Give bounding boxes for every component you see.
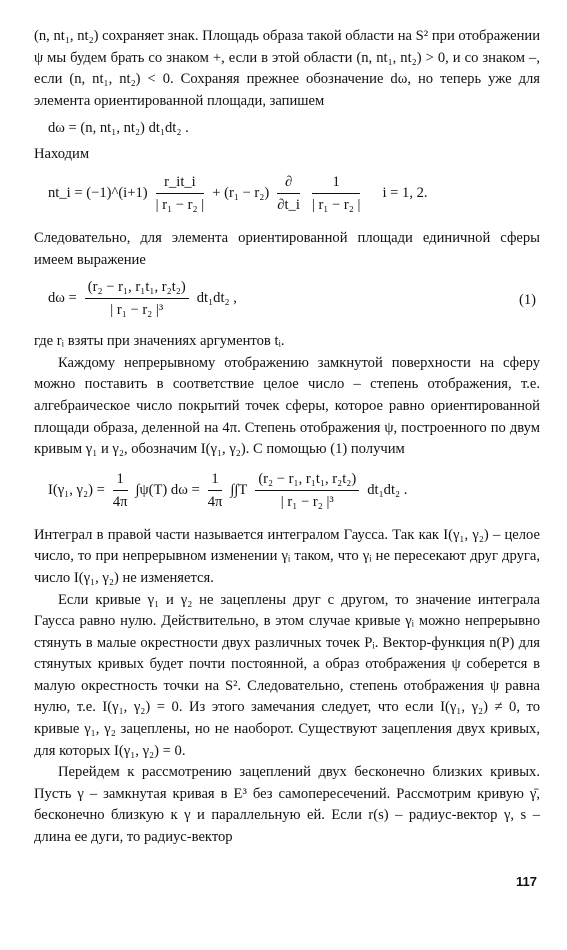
eq3-fraction xyxy=(85,277,189,320)
eq4-lhs: I(γ₁, γ₂) = xyxy=(48,481,105,498)
paragraph-2: Находим xyxy=(34,146,90,163)
eq4-rhs: dt₁dt₂ . xyxy=(367,481,408,498)
paragraph-4: где rᵢ взяты при значениях аргументов tᵢ. xyxy=(34,333,285,350)
eq2-frac2-denominator: ∂t_i xyxy=(277,196,300,213)
paragraph-1: (n, nt₁, nt₂) сохраняет знак. Площадь образа такой области на S² при отображении ψ мы будем брать со знаком +, если в этой области (n, nt₁, nt₂) > 0, и со знаком –, если (n, nt₁, nt₂) < 0. Сохраняя прежнее обозначение dω, но теперь уже для элемента ориентированной площади, запишем xyxy=(34,28,540,109)
equation-1 xyxy=(48,277,540,323)
eq4-f1-denominator: 4π xyxy=(112,493,128,510)
eq3-lhs: dω = xyxy=(48,290,77,307)
eq2-frac1-denominator: | r₁ − r₂ | xyxy=(155,196,205,213)
eq3-numerator: (r₂ − r₁, r₁t₁, r₂t₂) xyxy=(85,277,189,299)
eq2-frac3-denominator: | r₁ − r₂ | xyxy=(311,196,361,213)
eq2-frac3-numerator: 1 xyxy=(312,172,361,194)
eq2-fraction-2 xyxy=(277,172,300,215)
eq4-integral-2: ∫∫T xyxy=(230,481,248,498)
equation-gauss-integral xyxy=(48,469,540,517)
eq4-f2-numerator: 1 xyxy=(208,469,223,491)
eq2-condition: i = 1, 2. xyxy=(382,185,428,202)
eq4-fraction-3 xyxy=(255,469,359,512)
eq4-f3-numerator: (r₂ − r₁, r₁t₁, r₂t₂) xyxy=(255,469,359,491)
eq2-frac1-numerator: r_it_i xyxy=(156,172,205,194)
eq2-fraction-1 xyxy=(156,172,205,215)
eq4-fraction-2 xyxy=(208,469,223,512)
paragraph-5: Каждому непрерывному отображению замкнутой поверхности на сферу можно поставить в соответствие целое число – степень отображения, т.е. алгебраическое число покрытий точек сферы, которое равно ориентированной площади образа, деленной на 4π. Степень отображения ψ, построенного по двум кривым γ₁ и γ₂, обозначим I(γ₁, γ₂). С помощью (1) получим xyxy=(34,354,540,458)
eq2-fraction-3 xyxy=(312,172,361,215)
equation-domega-element: dω = (n, nt₁, nt₂) dt₁dt₂ . xyxy=(48,120,189,137)
eq2-middle: + (r₁ − r₂) xyxy=(212,185,270,202)
eq2-lhs: nt_i = (−1)^(i+1) xyxy=(48,185,148,202)
paragraph-8: Перейдем к рассмотрению зацеплений двух бесконечно близких кривых. Пусть γ – замкнутая кривая в E³ без самопересечений. Рассмотрим кривую γ̄, бесконечно близкую к γ и параллельную ей. Если r(s) – радиус-вектор γ, s – длина ее дуги, то радиус-вектор xyxy=(34,764,540,846)
page-body xyxy=(34,26,540,849)
page-number: 117 xyxy=(516,874,537,889)
eq4-f3-denominator: | r₁ − r₂ |³ xyxy=(280,493,334,510)
eq3-denominator: | r₁ − r₂ |³ xyxy=(110,302,164,319)
eq4-f1-numerator: 1 xyxy=(113,469,128,491)
eq4-f2-denominator: 4π xyxy=(207,493,223,510)
paragraph-3: Следовательно, для элемента ориентированной площади единичной сферы имеем выражение xyxy=(34,229,540,268)
eq3-rhs: dt₁dt₂ , xyxy=(196,290,237,307)
equation-number: (1) xyxy=(518,292,536,309)
paragraph-7: Если кривые γ₁ и γ₂ не зацеплены друг с другом, то значение интеграла Гаусса равно нулю. Действительно, в этом случае кривые γᵢ можно непрерывно стянуть в малые окрестности двух различных точек Pᵢ. Вектор-функция n(P) для стянутых кривых будет почти постоянной, а образ отображения ψ соберется в малую окрестность точки на S². Следовательно, степень отображения ψ равна нулю, т.е. I(γ₁, γ₂) = 0. Из этого замечания следует, что если I(γ₁, γ₂) ≠ 0, то кривые γ₁, γ₂ зацеплены, но не наоборот. Существуют зацепления двух кривых, для которых I(γ₁, γ₂) = 0. xyxy=(34,591,540,759)
eq4-fraction-1 xyxy=(113,469,128,512)
eq2-frac2-numerator: ∂ xyxy=(277,172,300,194)
equation-n-ti xyxy=(48,172,540,220)
eq4-integral-1: ∫ψ(T) dω = xyxy=(135,481,200,498)
paragraph-6: Интеграл в правой части называется интегралом Гаусса. Так как I(γ₁, γ₂) – целое число, то при непрерывном изменении γᵢ таком, что γᵢ не пересекают друг друга, число I(γ₁, γ₂) не изменяется. xyxy=(34,526,540,586)
